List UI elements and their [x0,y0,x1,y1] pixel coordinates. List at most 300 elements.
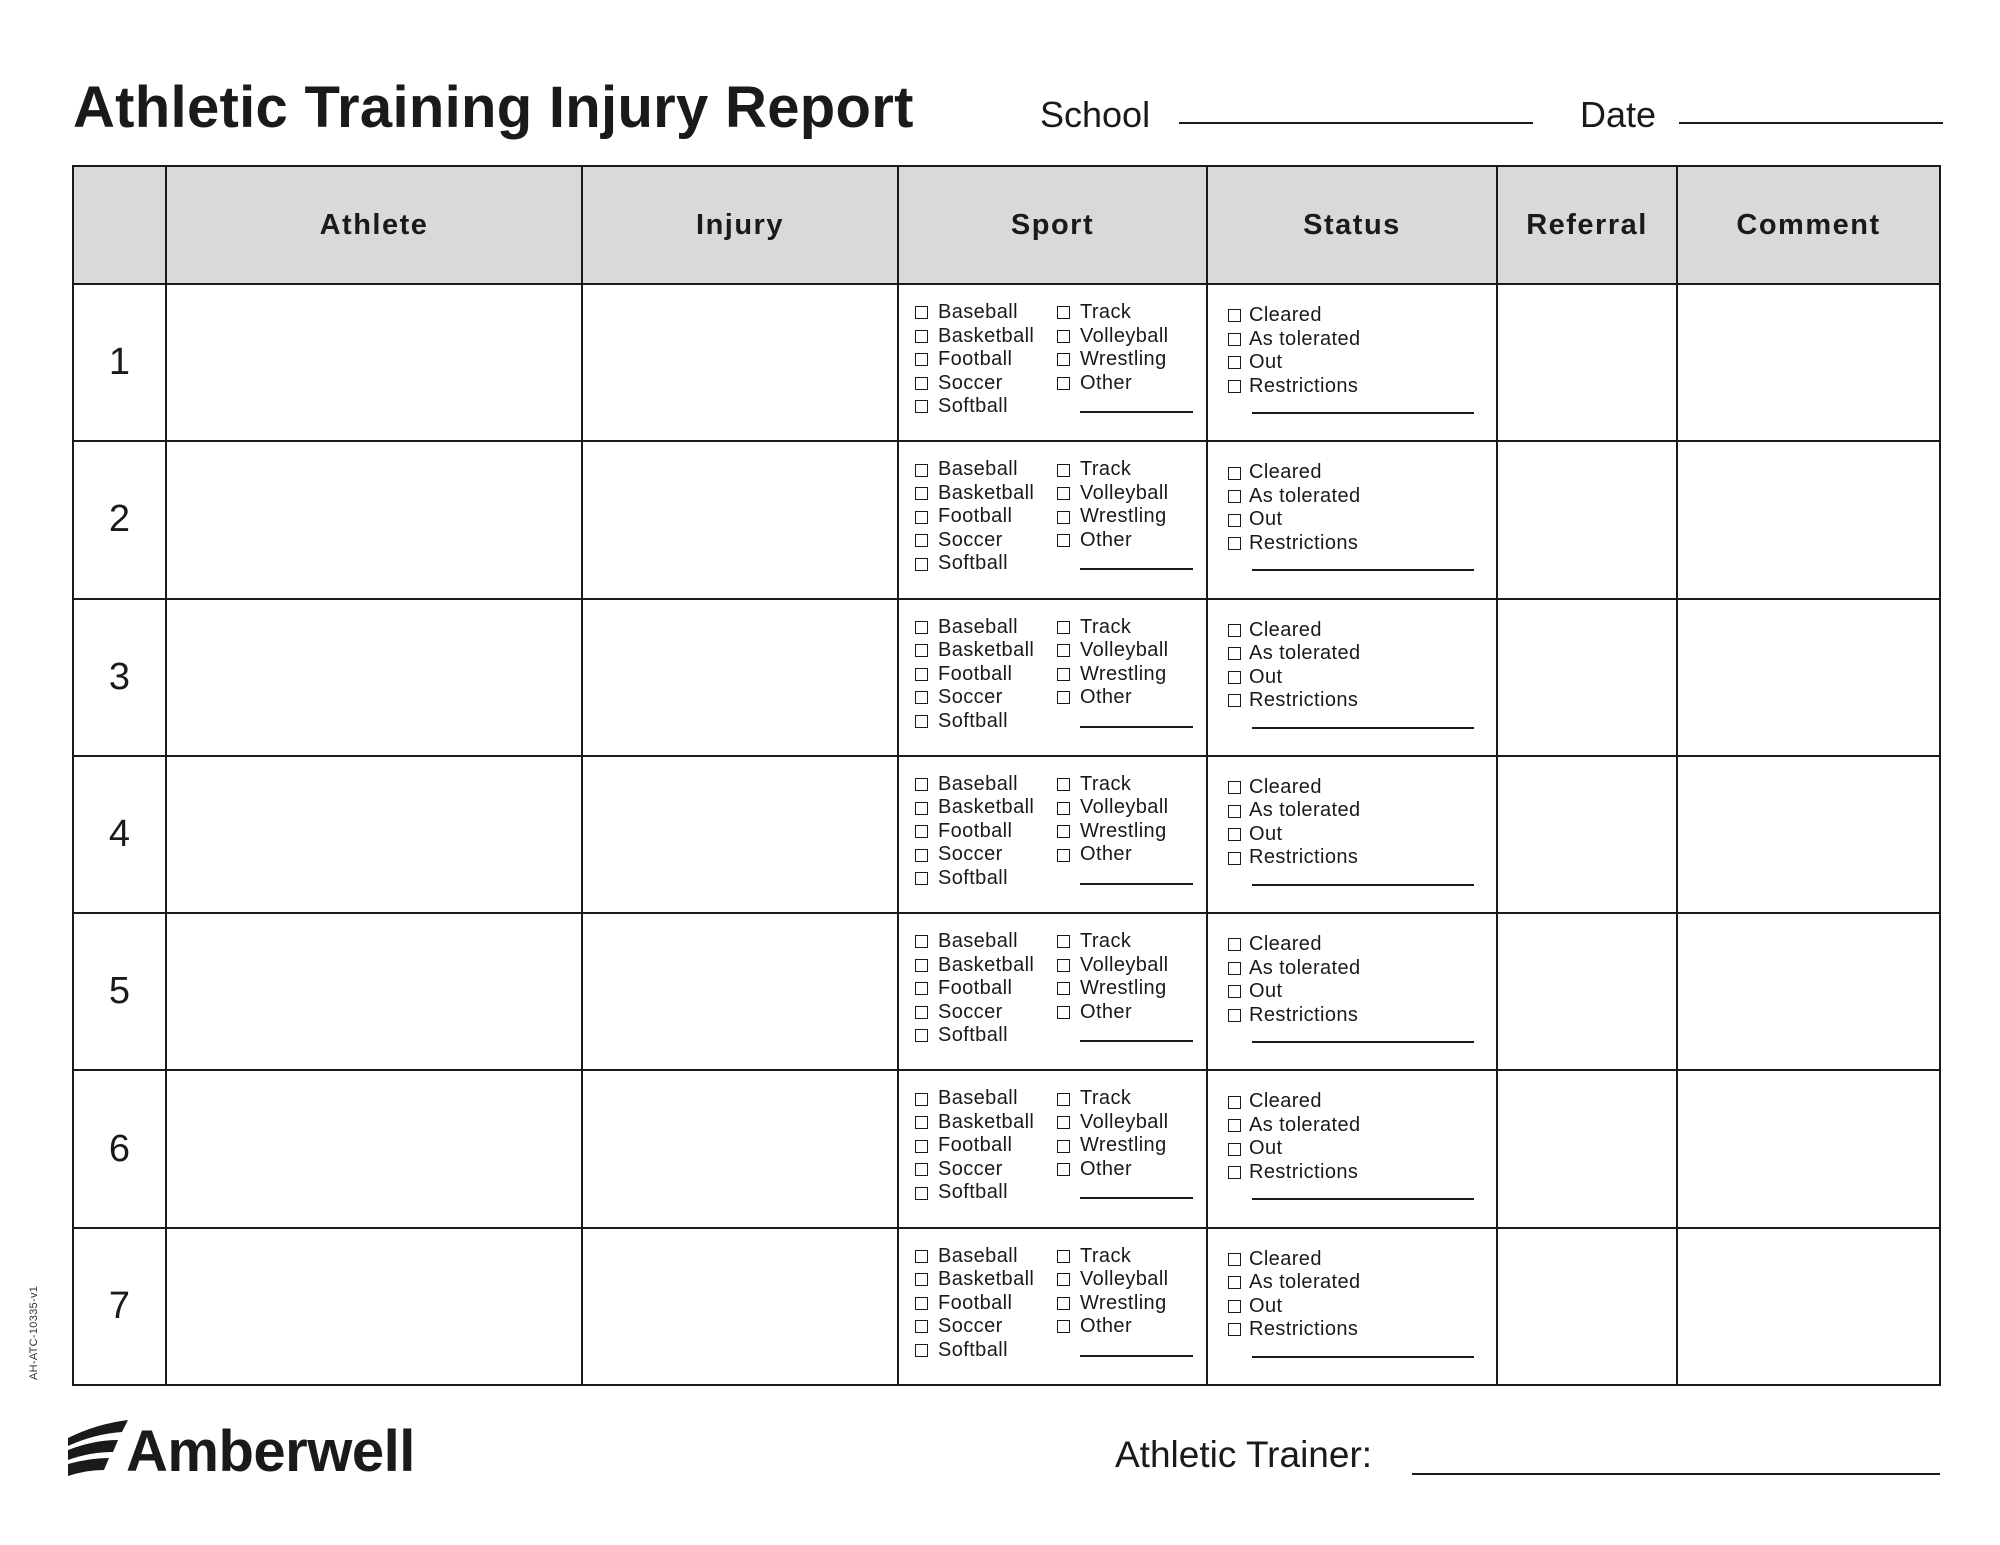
option-label: Other [1080,1000,1133,1023]
injury-cell[interactable] [582,1228,898,1385]
sport-option-basketball[interactable] [915,1111,1057,1135]
checkbox[interactable] [915,377,928,390]
sport-option-soccer[interactable] [915,529,1057,553]
option-label: Football [938,1134,1013,1157]
table-row [73,1228,1940,1385]
injury-cell[interactable] [582,599,898,756]
option-label: Cleared [1249,1090,1322,1113]
checkbox[interactable] [915,1006,928,1019]
checkbox[interactable] [915,353,928,366]
sport-option-softball[interactable] [915,552,1057,576]
option-label: Track [1080,615,1132,638]
checkbox[interactable] [1228,828,1241,841]
checkbox[interactable] [1228,467,1241,480]
sport-option-track[interactable] [1057,616,1169,640]
option-label: Wrestling [1080,1291,1167,1314]
checkbox[interactable] [1228,805,1241,818]
option-label: Restrictions [1249,374,1359,397]
referral-cell[interactable] [1497,1228,1677,1385]
athlete-cell[interactable] [166,756,582,913]
checkbox[interactable] [915,487,928,500]
status-option-restrictions[interactable] [1228,689,1496,713]
checkbox[interactable] [1228,1323,1241,1336]
option-label: Out [1249,508,1283,531]
checkbox[interactable] [1228,647,1241,660]
sport-option-wrestling[interactable] [1057,505,1169,529]
option-label: As tolerated [1249,799,1361,822]
checkbox[interactable] [1228,514,1241,527]
restrictions-field[interactable] [1252,569,1474,571]
comment-cell[interactable] [1677,284,1940,441]
sport-option-football[interactable] [915,663,1057,687]
option-label: Softball [938,709,1008,732]
sport-option-other[interactable] [1057,686,1169,710]
sport-cell [898,284,1207,441]
referral-cell[interactable] [1497,756,1677,913]
sport-option-wrestling[interactable] [1057,348,1169,372]
checkbox[interactable] [1057,621,1070,634]
checkbox[interactable] [915,802,928,815]
header-comment: Comment [1677,166,1940,284]
row-number: 6 [73,1070,166,1227]
header-sport: Sport [898,166,1207,284]
checkbox[interactable] [1057,330,1070,343]
checkbox[interactable] [915,715,928,728]
row-number: 1 [73,284,166,441]
status-cell [1207,441,1497,598]
status-option-restrictions[interactable] [1228,846,1496,870]
option-label: Volleyball [1080,639,1169,662]
comment-cell[interactable] [1677,756,1940,913]
sport-option-wrestling[interactable] [1057,977,1169,1001]
restrictions-field[interactable] [1252,1041,1474,1043]
sport-option-other[interactable] [1057,843,1169,867]
other-sport-field[interactable] [1080,1040,1193,1042]
status-option-as-tolerated[interactable] [1228,485,1496,509]
sport-option-other[interactable] [1057,1001,1169,1025]
checkbox[interactable] [915,330,928,343]
checkbox[interactable] [915,959,928,972]
status-option-out[interactable] [1228,823,1496,847]
status-option-cleared[interactable] [1228,304,1496,328]
checkbox[interactable] [1228,781,1241,794]
checkbox[interactable] [1228,1096,1241,1109]
checkbox[interactable] [915,558,928,571]
status-option-restrictions[interactable] [1228,532,1496,556]
sport-option-track[interactable] [1057,458,1169,482]
checkbox[interactable] [915,1163,928,1176]
sport-option-soccer[interactable] [915,686,1057,710]
status-option-cleared[interactable] [1228,1090,1496,1114]
option-label: Restrictions [1249,1160,1359,1183]
sport-option-softball[interactable] [915,1339,1057,1363]
sport-option-softball[interactable] [915,1024,1057,1048]
sport-option-soccer[interactable] [915,1001,1057,1025]
sport-option-basketball[interactable] [915,482,1057,506]
sport-option-basketball[interactable] [915,796,1057,820]
sport-option-wrestling[interactable] [1057,1292,1169,1316]
header-athlete: Athlete [166,166,582,284]
sport-option-track[interactable] [1057,930,1169,954]
option-label: Baseball [938,930,1018,953]
checkbox[interactable] [915,849,928,862]
checkbox[interactable] [1057,668,1070,681]
referral-cell[interactable] [1497,913,1677,1070]
restrictions-field[interactable] [1252,727,1474,729]
checkbox[interactable] [1057,849,1070,862]
checkbox[interactable] [915,668,928,681]
row-number: 7 [73,1228,166,1385]
status-option-as-tolerated[interactable] [1228,957,1496,981]
sport-option-track[interactable] [1057,773,1169,797]
checkbox[interactable] [915,400,928,413]
sport-option-track[interactable] [1057,1087,1169,1111]
restrictions-field[interactable] [1252,412,1474,414]
checkbox[interactable] [915,982,928,995]
status-option-out[interactable] [1228,1295,1496,1319]
status-option-restrictions[interactable] [1228,1161,1496,1185]
checkbox[interactable] [1057,935,1070,948]
sport-option-football[interactable] [915,977,1057,1001]
option-label: Soccer [938,843,1003,866]
checkbox[interactable] [1228,985,1241,998]
checkbox[interactable] [1228,1253,1241,1266]
sport-option-soccer[interactable] [915,1315,1057,1339]
option-label: Track [1080,458,1132,481]
checkbox[interactable] [915,511,928,524]
option-label: Softball [938,395,1008,417]
option-label: Cleared [1249,775,1322,798]
injury-report-table [72,165,1941,1386]
option-label: Football [938,348,1013,370]
checkbox[interactable] [915,825,928,838]
checkbox[interactable] [1228,490,1241,503]
checkbox[interactable] [915,1320,928,1333]
option-label: Soccer [938,1315,1003,1338]
status-option-as-tolerated[interactable] [1228,1114,1496,1138]
checkbox[interactable] [1228,380,1241,393]
restrictions-field[interactable] [1252,1356,1474,1358]
option-label: As tolerated [1249,642,1361,665]
checkbox[interactable] [915,534,928,547]
checkbox[interactable] [1057,1250,1070,1263]
sport-option-softball[interactable] [915,710,1057,734]
sport-option-softball[interactable] [915,395,1057,419]
status-option-cleared[interactable] [1228,1248,1496,1272]
option-label: Cleared [1249,1247,1322,1270]
sport-option-softball[interactable] [915,867,1057,891]
sport-option-soccer[interactable] [915,372,1057,396]
sport-option-track[interactable] [1057,301,1169,325]
status-option-as-tolerated[interactable] [1228,1271,1496,1295]
option-label: Baseball [938,1244,1018,1267]
checkbox[interactable] [1057,534,1070,547]
checkbox[interactable] [1057,959,1070,972]
option-label: Cleared [1249,461,1322,484]
checkbox[interactable] [1057,377,1070,390]
date-label: Date [1580,94,1657,135]
checkbox[interactable] [915,691,928,704]
checkbox[interactable] [915,1116,928,1129]
sport-option-football[interactable] [915,1292,1057,1316]
checkbox[interactable] [915,1297,928,1310]
status-option-as-tolerated[interactable] [1228,799,1496,823]
checkbox[interactable] [915,1344,928,1357]
checkbox[interactable] [1228,309,1241,322]
checkbox[interactable] [915,872,928,885]
checkbox[interactable] [1057,464,1070,477]
sport-cell [898,756,1207,913]
other-sport-field[interactable] [1080,411,1193,413]
status-option-cleared[interactable] [1228,619,1496,643]
injury-cell[interactable] [582,913,898,1070]
checkbox[interactable] [1057,1297,1070,1310]
sport-cell [898,441,1207,598]
referral-cell[interactable] [1497,599,1677,756]
option-label: Restrictions [1249,531,1359,554]
referral-cell[interactable] [1497,284,1677,441]
sport-option-football[interactable] [915,820,1057,844]
sport-option-volleyball[interactable] [1057,954,1169,978]
status-option-out[interactable] [1228,508,1496,532]
status-option-as-tolerated[interactable] [1228,642,1496,666]
checkbox[interactable] [1057,1140,1070,1153]
checkbox[interactable] [1057,825,1070,838]
sport-option-track[interactable] [1057,1245,1169,1269]
injury-cell[interactable] [582,756,898,913]
checkbox[interactable] [1228,1300,1241,1313]
option-label: Wrestling [1080,348,1167,370]
checkbox[interactable] [1057,1273,1070,1286]
checkbox[interactable] [1057,487,1070,500]
option-label: Restrictions [1249,689,1359,712]
status-option-cleared[interactable] [1228,461,1496,485]
checkbox[interactable] [1228,694,1241,707]
option-label: Other [1080,1315,1133,1338]
option-label: Volleyball [1080,953,1169,976]
option-label: Basketball [938,953,1035,976]
table-row [73,599,1940,756]
option-label: Volleyball [1080,796,1169,819]
option-label: Restrictions [1249,846,1359,869]
row-number: 2 [73,441,166,598]
checkbox[interactable] [1057,1163,1070,1176]
option-label: Basketball [938,796,1035,819]
header-row-number [73,166,166,284]
header-status: Status [1207,166,1497,284]
option-label: As tolerated [1249,327,1361,350]
checkbox[interactable] [1228,852,1241,865]
other-sport-field[interactable] [1080,726,1193,728]
sport-option-baseball[interactable] [915,616,1057,640]
checkbox[interactable] [1228,671,1241,684]
option-label: Soccer [938,1157,1003,1180]
comment-cell[interactable] [1677,1070,1940,1227]
other-sport-field[interactable] [1080,568,1193,570]
checkbox[interactable] [915,1250,928,1263]
status-option-out[interactable] [1228,980,1496,1004]
sport-option-football[interactable] [915,1134,1057,1158]
status-option-cleared[interactable] [1228,933,1496,957]
report-header [73,66,1936,146]
form-code: AH-ATC-10335-v1 [28,1285,40,1380]
status-option-out[interactable] [1228,351,1496,375]
athlete-cell[interactable] [166,284,582,441]
sport-option-basketball[interactable] [915,325,1057,349]
checkbox[interactable] [1057,644,1070,657]
referral-cell[interactable] [1497,441,1677,598]
checkbox[interactable] [915,644,928,657]
comment-cell[interactable] [1677,1228,1940,1385]
injury-cell[interactable] [582,284,898,441]
checkbox[interactable] [1057,1006,1070,1019]
status-option-restrictions[interactable] [1228,375,1496,399]
school-field[interactable] [1179,122,1533,124]
athletic-trainer-field[interactable] [1412,1473,1940,1475]
option-label: Wrestling [1080,977,1167,1000]
checkbox[interactable] [1228,356,1241,369]
sport-option-football[interactable] [915,348,1057,372]
sport-option-football[interactable] [915,505,1057,529]
checkbox[interactable] [1057,982,1070,995]
other-sport-field[interactable] [1080,883,1193,885]
option-label: Other [1080,686,1133,709]
status-option-cleared[interactable] [1228,776,1496,800]
other-sport-field[interactable] [1080,1355,1193,1357]
checkbox[interactable] [915,1273,928,1286]
option-label: Other [1080,528,1133,551]
sport-option-baseball[interactable] [915,773,1057,797]
sport-option-other[interactable] [1057,1315,1169,1339]
sport-option-wrestling[interactable] [1057,1134,1169,1158]
sport-option-other[interactable] [1057,529,1169,553]
sport-option-volleyball[interactable] [1057,639,1169,663]
status-option-restrictions[interactable] [1228,1004,1496,1028]
sport-option-volleyball[interactable] [1057,1111,1169,1135]
checkbox[interactable] [915,1029,928,1042]
checkbox[interactable] [1057,691,1070,704]
option-label: Out [1249,1137,1283,1160]
sport-option-basketball[interactable] [915,954,1057,978]
sport-option-baseball[interactable] [915,458,1057,482]
option-label: Softball [938,1024,1008,1047]
checkbox[interactable] [1057,353,1070,366]
restrictions-field[interactable] [1252,1198,1474,1200]
other-sport-field[interactable] [1080,1197,1193,1199]
option-label: Track [1080,930,1132,953]
checkbox[interactable] [1057,1116,1070,1129]
sport-option-baseball[interactable] [915,1087,1057,1111]
checkbox[interactable] [1057,1320,1070,1333]
checkbox[interactable] [1228,938,1241,951]
sport-option-volleyball[interactable] [1057,325,1169,349]
status-option-out[interactable] [1228,1137,1496,1161]
option-label: Other [1080,1157,1133,1180]
option-label: Track [1080,301,1132,323]
checkbox[interactable] [1228,1166,1241,1179]
option-label: Out [1249,980,1283,1003]
option-label: Out [1249,351,1283,373]
athlete-cell[interactable] [166,913,582,1070]
athlete-cell[interactable] [166,441,582,598]
checkbox[interactable] [915,464,928,477]
option-label: Track [1080,1087,1132,1110]
table-row [73,284,1940,441]
sport-option-basketball[interactable] [915,639,1057,663]
date-field[interactable] [1679,122,1943,124]
checkbox[interactable] [1057,306,1070,319]
checkbox[interactable] [1228,1276,1241,1289]
sport-option-other[interactable] [1057,372,1169,396]
checkbox[interactable] [915,778,928,791]
option-label: Baseball [938,1087,1018,1110]
checkbox[interactable] [915,935,928,948]
checkbox[interactable] [1228,333,1241,346]
checkbox[interactable] [915,1140,928,1153]
checkbox[interactable] [1228,962,1241,975]
sport-option-other[interactable] [1057,1158,1169,1182]
sport-option-softball[interactable] [915,1181,1057,1205]
status-option-restrictions[interactable] [1228,1318,1496,1342]
athlete-cell[interactable] [166,599,582,756]
sport-option-volleyball[interactable] [1057,1268,1169,1292]
checkbox[interactable] [1228,1119,1241,1132]
checkbox[interactable] [915,621,928,634]
checkbox[interactable] [1057,511,1070,524]
option-label: Baseball [938,615,1018,638]
sport-cell [898,1228,1207,1385]
sport-option-basketball[interactable] [915,1268,1057,1292]
athlete-cell[interactable] [166,1228,582,1385]
checkbox[interactable] [915,1187,928,1200]
sport-option-volleyball[interactable] [1057,482,1169,506]
sport-option-wrestling[interactable] [1057,820,1169,844]
comment-cell[interactable] [1677,913,1940,1070]
checkbox[interactable] [1057,778,1070,791]
sport-option-wrestling[interactable] [1057,663,1169,687]
option-label: Out [1249,822,1283,845]
checkbox[interactable] [1228,1009,1241,1022]
athlete-cell[interactable] [166,1070,582,1227]
sport-option-baseball[interactable] [915,301,1057,325]
referral-cell[interactable] [1497,1070,1677,1227]
table-row [73,756,1940,913]
sport-option-baseball[interactable] [915,930,1057,954]
restrictions-field[interactable] [1252,884,1474,886]
status-option-out[interactable] [1228,666,1496,690]
injury-cell[interactable] [582,1070,898,1227]
option-label: Wrestling [1080,1134,1167,1157]
sport-option-soccer[interactable] [915,1158,1057,1182]
checkbox[interactable] [1228,1143,1241,1156]
comment-cell[interactable] [1677,599,1940,756]
injury-cell[interactable] [582,441,898,598]
option-label: Softball [938,552,1008,575]
checkbox[interactable] [915,306,928,319]
checkbox[interactable] [1057,802,1070,815]
sport-option-soccer[interactable] [915,843,1057,867]
sport-option-volleyball[interactable] [1057,796,1169,820]
status-option-as-tolerated[interactable] [1228,328,1496,352]
checkbox[interactable] [915,1093,928,1106]
sport-option-baseball[interactable] [915,1245,1057,1269]
option-label: Baseball [938,458,1018,481]
checkbox[interactable] [1057,1093,1070,1106]
school-label: School [1040,94,1151,135]
checkbox[interactable] [1228,537,1241,550]
checkbox[interactable] [1228,624,1241,637]
comment-cell[interactable] [1677,441,1940,598]
